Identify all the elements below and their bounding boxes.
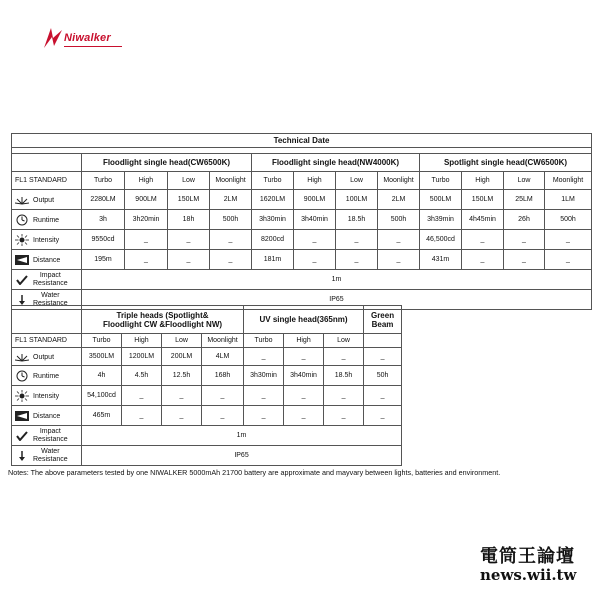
mode-header: High (462, 172, 504, 190)
row-label-intensity: Intensity (12, 230, 82, 250)
mode-header: Moonlight (545, 172, 592, 190)
table-row (12, 270, 592, 290)
table-row: Intensity 54,100cd _ _ _ _ _ _ _ (12, 386, 402, 406)
mode-header: Low (324, 334, 364, 348)
group-uv: UV single head(365nm) (244, 306, 364, 334)
row-label-water: Water Resistance (12, 290, 82, 310)
table-row: Runtime 4h 4.5h 12.5h 168h 3h30min 3h40min 18.5h 50h (12, 366, 402, 386)
table-row (12, 426, 402, 446)
impact-check-icon (15, 431, 29, 441)
group-floodlight-nw: Floodlight single head(NW4000K) (252, 154, 420, 172)
water-drop-icon (15, 295, 29, 305)
water-value: IP65 (82, 446, 402, 466)
clock-icon (15, 370, 29, 382)
mode-header: High (122, 334, 162, 348)
footnote: Notes: The above parameters tested by one NIWALKER 5000mAh 21700 battery are approximate and mayvary between lights, batteries and environment. (8, 468, 501, 477)
mode-header: High (294, 172, 336, 190)
watermark-title: 電筒王論壇 (480, 546, 575, 567)
mode-header: Turbo (82, 334, 122, 348)
row-label-impact: Impact Resistance (12, 270, 82, 290)
table-row: Distance 195m _ _ _ 181m _ _ _ 431m _ _ _ (12, 250, 592, 270)
row-label-water: Water Resistance (12, 446, 82, 466)
logo-tagline-line (64, 45, 124, 48)
impact-value: 1m (82, 270, 592, 290)
row-label-runtime: Runtime (12, 366, 82, 386)
niwalker-logo (42, 26, 142, 54)
logo-mark-icon (42, 26, 64, 50)
mode-header: Low (336, 172, 378, 190)
mode-header: Moonlight (202, 334, 244, 348)
mode-header: Turbo (82, 172, 125, 190)
mode-header: Moonlight (210, 172, 252, 190)
blank-corner (12, 154, 82, 172)
mode-header: Turbo (252, 172, 294, 190)
mode-header: Low (162, 334, 202, 348)
output-rays-icon (15, 195, 29, 205)
mode-header: Low (504, 172, 545, 190)
mode-header: Low (168, 172, 210, 190)
output-rays-icon (15, 352, 29, 362)
group-floodlight-cw: Floodlight single head(CW6500K) (82, 154, 252, 172)
distance-icon (15, 255, 29, 265)
mode-header (364, 334, 402, 348)
blank-corner (12, 306, 82, 334)
row-label-impact: Impact Resistance (12, 426, 82, 446)
row-label-output: Output (12, 190, 82, 210)
mode-header: High (125, 172, 168, 190)
impact-check-icon (15, 275, 29, 285)
intensity-icon (15, 234, 29, 246)
mode-header: Turbo (420, 172, 462, 190)
row-label-intensity: Intensity (12, 386, 82, 406)
spec-table-single-heads (11, 133, 592, 310)
table-row: Runtime 3h 3h20min 18h 500h 3h30min 3h40min 18.5h 500h 3h39min 4h45min 26h 500h (12, 210, 592, 230)
row-label-distance: Distance (12, 406, 82, 426)
water-value: IP65 (82, 290, 592, 310)
group-green-beam: Green Beam (364, 306, 402, 334)
table-row: Output 3500LM 1200LM 200LM 4LM _ _ _ _ (12, 348, 402, 366)
standard-label: FL1 STANDARD (12, 334, 82, 348)
table-row: Output 2280LM 900LM 150LM 2LM 1620LM 900LM 100LM 2LM 500LM 150LM 25LM 1LM (12, 190, 592, 210)
impact-value: 1m (82, 426, 402, 446)
clock-icon (15, 214, 29, 226)
group-triple-heads: Triple heads (Spotlight& Floodlight CW &Floodlight NW) (82, 306, 244, 334)
watermark-url: news.wii.tw (480, 566, 577, 584)
table-row: Intensity 9550cd _ _ _ 8200cd _ _ _ 46,500cd _ _ _ (12, 230, 592, 250)
logo-wordmark: Niwalker (64, 32, 111, 44)
table-row (12, 446, 402, 466)
water-drop-icon (15, 451, 29, 461)
distance-icon (15, 411, 29, 421)
table-title: Technical Date (12, 134, 592, 148)
row-label-output: Output (12, 348, 82, 366)
mode-header: High (284, 334, 324, 348)
intensity-icon (15, 390, 29, 402)
standard-label: FL1 STANDARD (12, 172, 82, 190)
mode-header: Moonlight (378, 172, 420, 190)
mode-header: Turbo (244, 334, 284, 348)
table-row: Distance 465m _ _ _ _ _ _ _ (12, 406, 402, 426)
row-label-runtime: Runtime (12, 210, 82, 230)
group-spotlight-cw: Spotlight single head(CW6500K) (420, 154, 592, 172)
row-label-distance: Distance (12, 250, 82, 270)
spec-table-multi-heads (11, 305, 402, 466)
